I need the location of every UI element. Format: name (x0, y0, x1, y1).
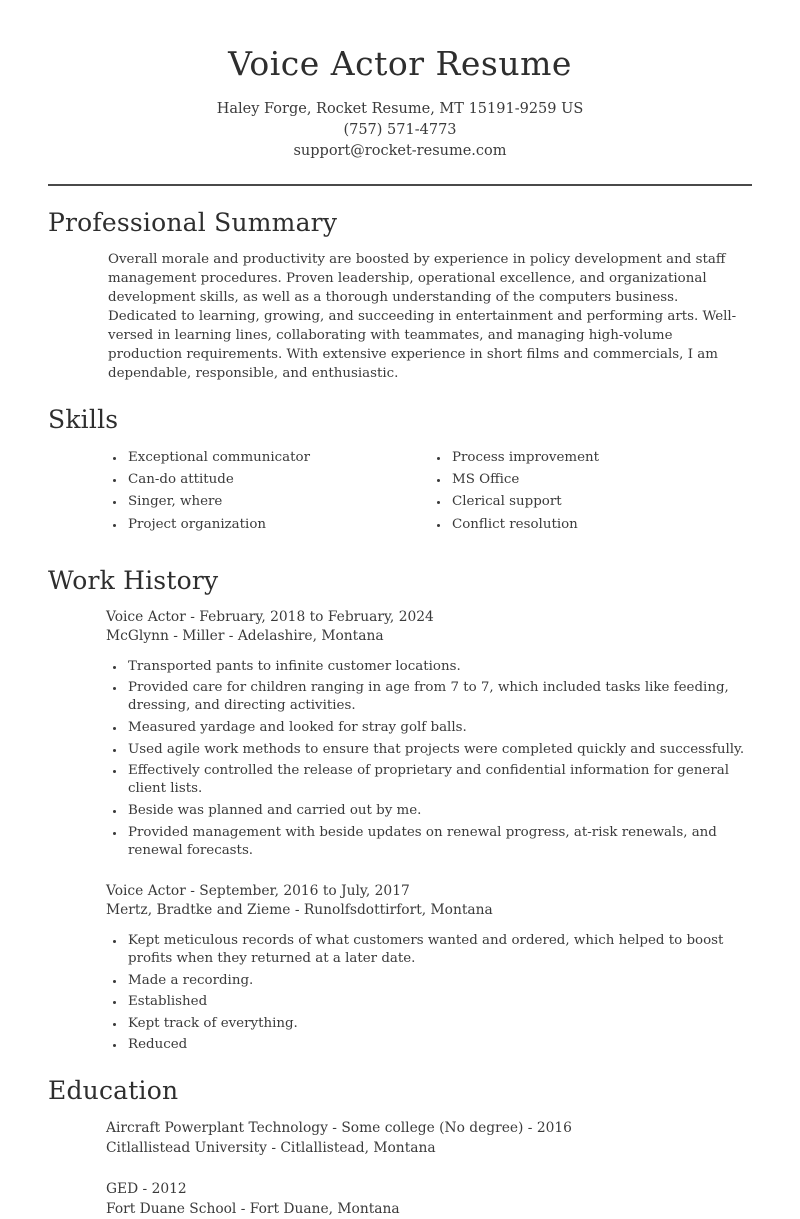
skill-item: • Can-do attitude (126, 471, 372, 489)
job-bullet: • Kept track of everything. (126, 1015, 748, 1033)
job-entry (48, 882, 752, 1055)
skill-item: • Singer, where (126, 493, 372, 511)
job-entry (48, 608, 752, 860)
section-work-history (48, 566, 752, 1055)
job-bullet: • Beside was planned and carried out by me. (126, 802, 748, 820)
job-header (106, 608, 752, 647)
job-bullet: • Provided management with beside updates on renewal progress, at-risk renewals, and renewal forecasts. (126, 824, 748, 860)
education-degree-line: GED - 2012 (106, 1181, 187, 1198)
job-bullet: • Kept meticulous records of what customers wanted and ordered, which helped to boost profits when they returned at a later date. (126, 932, 748, 968)
skill-item: • Project organization (126, 516, 372, 534)
resume-header (48, 44, 752, 162)
education-entry (106, 1179, 752, 1219)
job-bullet: • Used agile work methods to ensure that projects were completed quickly and successfully. (126, 741, 748, 759)
professional-summary-text: Overall morale and productivity are boosted by experience in policy development and staff management procedures. Proven leadership, operational excellence, and organizational development skills, as well as a thorough understanding of the computers business. Dedicated to learning, growing, and succeeding in entertainment and performing arts. Well-versed in learning lines, collaborating with teammates, and managing high-volume production requirements. With extensive experience in short films and commercials, I am dependable, responsible, and enthusiastic. (108, 252, 737, 382)
job-bullet: • Established (126, 993, 748, 1011)
skill-item: • MS Office (450, 471, 696, 489)
education-school-line: Citlallistead University - Citlallistead, Montana (106, 1140, 436, 1157)
education-degree-line: Aircraft Powerplant Technology - Some college (No degree) - 2016 (106, 1120, 572, 1137)
education-heading: Education (48, 1076, 179, 1106)
section-professional-summary (48, 208, 752, 383)
skill-item: • Process improvement (450, 449, 696, 467)
work-history-heading: Work History (48, 565, 219, 595)
professional-summary-heading: Professional Summary (48, 208, 338, 238)
job-company-line: McGlynn - Miller - Adelashire, Montana (106, 628, 384, 645)
job-bullet: • Made a recording. (126, 972, 748, 990)
job-bullet: • Reduced (126, 1036, 748, 1054)
education-school-line: Fort Duane School - Fort Duane, Montana (106, 1201, 400, 1218)
job-company-line: Mertz, Bradtke and Zieme - Runolfsdottirfort, Montana (106, 902, 493, 919)
skill-item: • Conflict resolution (450, 516, 696, 534)
contact-address: Haley Forge, Rocket Resume, MT 15191-9259 US (216, 101, 584, 117)
resume-title: Voice Actor Resume (228, 44, 572, 83)
job-bullet: • Measured yardage and looked for stray golf balls. (126, 719, 748, 737)
job-bullet-list (48, 658, 748, 860)
skills-heading: Skills (48, 405, 119, 435)
job-bullet: • Effectively controlled the release of proprietary and confidential information for general client lists. (126, 762, 748, 798)
job-header (106, 882, 752, 921)
skill-item: • Clerical support (450, 493, 696, 511)
education-entry (106, 1118, 752, 1158)
contact-phone: (757) 571-4773 (343, 122, 457, 139)
skills-column-left (48, 449, 372, 537)
section-education (48, 1076, 752, 1219)
job-title-line: Voice Actor - September, 2016 to July, 2017 (106, 882, 410, 899)
skill-item: • Exceptional communicator (126, 449, 372, 467)
contact-block (48, 99, 752, 162)
header-divider (48, 184, 752, 186)
skills-columns (48, 447, 696, 543)
contact-email: support@rocket-resume.com (293, 143, 507, 160)
job-title-line: Voice Actor - February, 2018 to February, 2024 (106, 608, 434, 625)
job-bullet-list (48, 932, 748, 1055)
job-bullet: • Provided care for children ranging in age from 7 to 7, which included tasks like feeding, dressing, and directing activities. (126, 679, 748, 715)
job-bullet: • Transported pants to infinite customer locations. (126, 658, 748, 676)
section-skills (48, 405, 752, 543)
skills-column-right (372, 449, 696, 537)
